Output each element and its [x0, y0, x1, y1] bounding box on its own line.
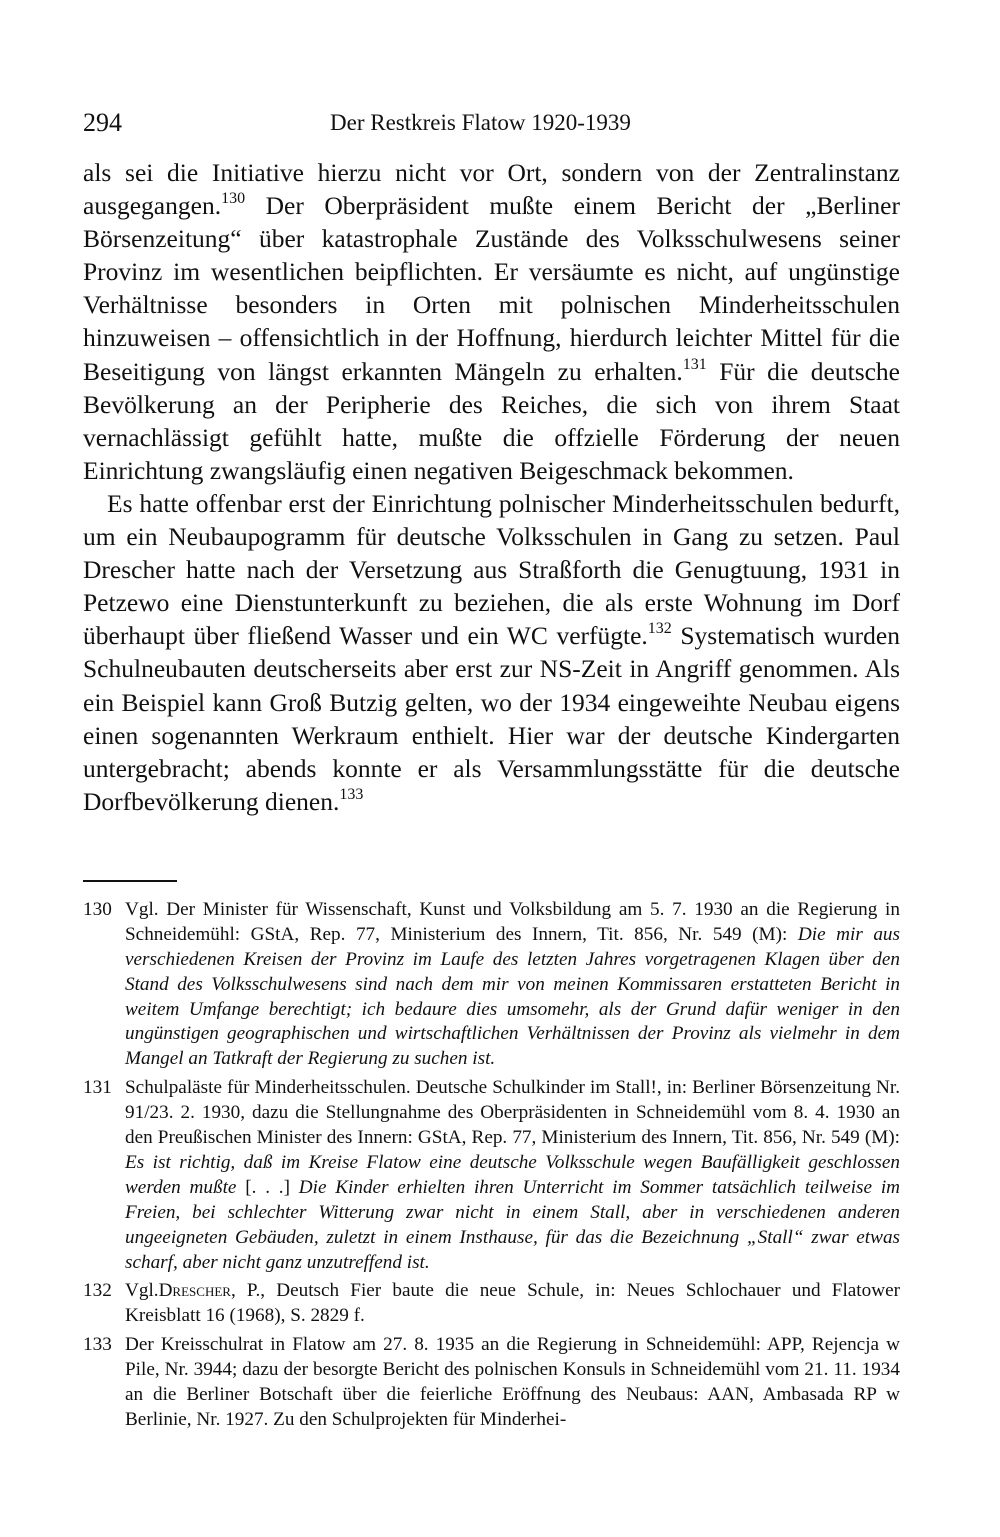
footnote-130: [83, 898, 900, 1072]
footnote-ref-130[interactable]: 130: [221, 190, 246, 208]
footnote-number: 131: [83, 1077, 112, 1099]
footnote-132: [83, 1279, 900, 1329]
footnote-text: Vgl. Der Minister für Wissenschaft, Kunst und Volksbildung am 5. 7. 1930 an die Regierung in Schneidemühl: GStA, Rep. 77, Ministerium des Innern, Tit. 856, Nr. 549 (M):: [125, 898, 900, 945]
paragraph-text: Für die deutsche Bevölkerung an der Peripherie des Reiches, die sich von ihrem Staat vernachlässigt gefühlt hatte, mußte die offzielle Förderung der neuen Einrichtung zwangsläufig einen negativen Beigeschmack bekommen.: [83, 356, 901, 485]
footnote-quote: Die mir aus verschiedenen Kreisen der Provinz im Laufe des letzten Jahres vorgetragenen Klagen über den Stand des Volksschulwesens sind nach dem mir von meinen Kommissaren erstatteten Bericht in weitem Umfange berechtigt; ich bedaure dies umsomehr, als der Grund dafür weniger in den ungünstigen geographischen und wirtschaftlichen Verhältnissen der Provinz als vielmehr in dem Mangel an Tatkraft der Regierung zu suchen ist.: [125, 923, 900, 1070]
main-text: [83, 156, 900, 818]
footnote-body: [125, 1333, 900, 1433]
footnote-number: 132: [83, 1280, 112, 1302]
running-title: Der Restkreis Flatow 1920-1939: [330, 110, 631, 135]
footnote-text: , P., Deutsch Fier baute die neue Schule, in: Neues Schlochauer und Flatower Kreisblatt 16 (1968), S. 2829 f.: [125, 1280, 900, 1327]
footnote-quote: Die Kinder erhielten ihren Unterricht im Sommer tatsächlich teilweise im Freien, bei schlechter Witterung zwar nicht in einem Stall, aber in verschiedenen anderen ungeeigneten Gebäuden, zuletzt in einem Insthause, für das die Bezeichnung „Stall“ zwar etwas scharf, aber nicht ganz unzutreffend ist.: [125, 1176, 901, 1273]
footnote-133: [83, 1333, 900, 1433]
footnote-131: [83, 1076, 900, 1275]
footnote-text: Vgl.: [125, 1280, 159, 1302]
footnote-body: [125, 898, 900, 1072]
paragraph-1: [83, 156, 900, 487]
footnote-author: Drescher: [158, 1280, 231, 1302]
paragraph-text: Der Oberpräsident mußte einem Bericht der „Berliner Börsenzeitung“ über katastrophale Zustände des Volksschulwesens seiner Provinz im wesentlichen beipflichten. Er versäumte es nicht, auf ungünstige Verhältnisse besonders in Orten mit polnischen Minderheitsschulen hinzuweisen – offensichtlich in der Hoffnung, hierdurch leichter Mittel für die Beseitigung von längst erkannten Mängeln zu erhalten.: [83, 191, 900, 386]
paragraph-text: Es hatte offenbar erst der Einrichtung polnischer Minderheitsschulen bedurft, um ein Neubaupogramm für deutsche Volksschulen in Gang zu setzen. Paul Drescher hatte nach der Versetzung aus Straßforth die Genugtuung, 1931 in Petzewo eine Dienstunterkunft zu beziehen, die als erste Wohnung im Dorf überhaupt über fließend Wasser und ein WC verfügte.: [83, 488, 900, 651]
footnote-number: 130: [83, 898, 112, 920]
paragraph-2: [83, 487, 900, 818]
footnote-ref-132[interactable]: 132: [647, 620, 672, 638]
page-header: [83, 100, 900, 148]
footnote-number: 133: [83, 1334, 112, 1356]
footnote-body: [125, 1076, 900, 1275]
paragraph-text: als sei die Initiative hierzu nicht vor Ort, sondern von der Zentralinstanz ausgegangen.: [83, 158, 900, 221]
footnote-text: Der Kreisschulrat in Flatow am 27. 8. 1935 an die Regierung in Schneidemühl: APP, Rejencja w Pile, Nr. 3944; dazu der besorgte Bericht des polnischen Konsuls in Schneidemühl vom 21. 11. 1934 an die Berliner Botschaft über die feierliche Eröffnung des Neubaus: AAN, Ambasada RP w Berlinie, Nr. 1927. Zu den Schulprojekten für Minderhei-: [125, 1334, 900, 1430]
footnote-ref-131[interactable]: 131: [682, 355, 707, 373]
footnote-divider: [83, 880, 177, 882]
footnote-ref-133[interactable]: 133: [339, 785, 364, 803]
footnotes: [83, 898, 900, 1433]
footnote-body: [125, 1279, 900, 1329]
footnote-text: Schulpaläste für Minderheitsschulen. Deutsche Schulkinder im Stall!, in: Berliner Börsenzeitung Nr. 91/23. 2. 1930, dazu die Stellungnahme des Oberpräsidenten in Schneidemühl vom 8. 4. 1930 an den Preußischen Minister des Innern: GStA, Rep. 77, Ministerium des Innern, Tit. 856, Nr. 549 (M):: [125, 1077, 900, 1149]
page-number: 294: [83, 108, 122, 137]
footnote-quote: Es ist richtig, daß im Kreise Flatow eine deutsche Volksschule wegen Baufälligkeit geschlossen werden mußte: [125, 1151, 900, 1198]
page-content: [83, 100, 900, 1437]
footnote-ellipsis: [. . .]: [236, 1176, 299, 1198]
paragraph-text: Systematisch wurden Schulneubauten deutscherseits aber erst zur NS-Zeit in Angriff genommen. Als ein Beispiel kann Groß Butzig gelten, wo der 1934 eingeweihte Neubau eigens einen sogenannten Werkraum enthielt. Hier war der deutsche Kindergarten untergebracht; abends konnte er als Versammlungsstätte für die deutsche Dorfbevölkerung dienen.: [83, 621, 900, 816]
